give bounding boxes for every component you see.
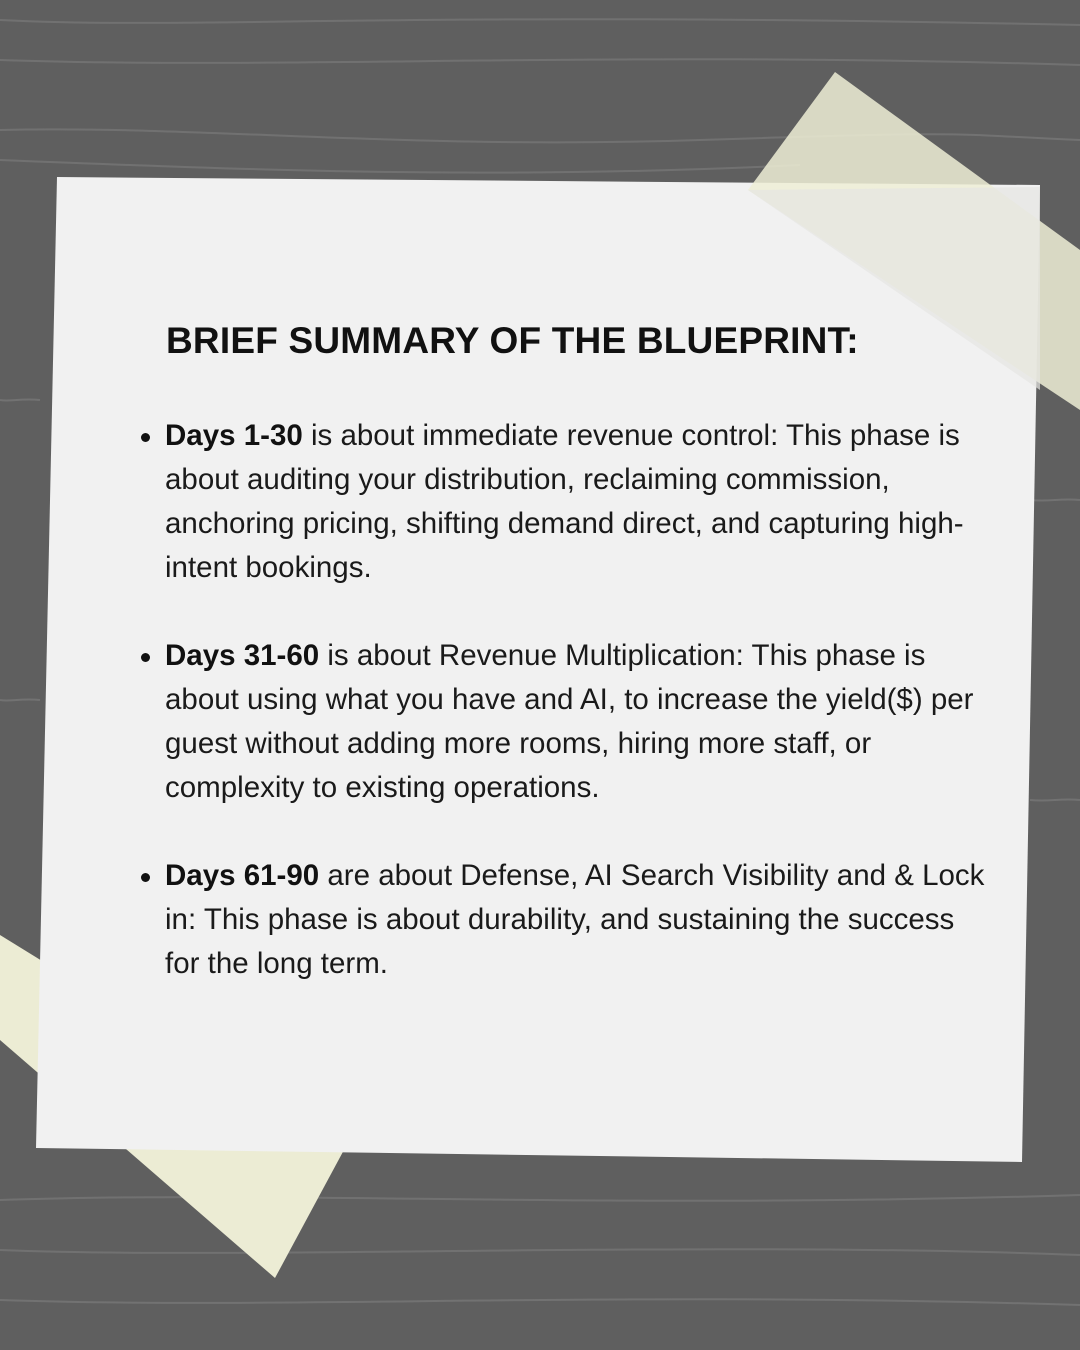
phase-label: Days 61-90 [165,859,320,892]
phase-description: are about Defense, AI Search Visibility and & Lock in: This phase is about durability, and sustaining the success for the long term. [165,859,985,980]
phase-list [165,414,985,1030]
phase-label: Days 31-60 [165,639,320,672]
list-item [165,854,985,986]
page-title: BRIEF SUMMARY OF THE BLUEPRINT: [166,320,859,361]
phase-description: is about immediate revenue control: This phase is about auditing your distribution, reclaiming commission, anchoring pricing, shifting demand direct, and capturing high-intent bookings. [165,419,964,584]
phase-description: is about Revenue Multiplication: This phase is about using what you have and AI, to increase the yield($) per guest without adding more rooms, hiring more staff, or complexity to existing operations. [165,639,974,804]
list-item [165,634,985,810]
list-item [165,414,985,590]
phase-label: Days 1-30 [165,419,303,452]
